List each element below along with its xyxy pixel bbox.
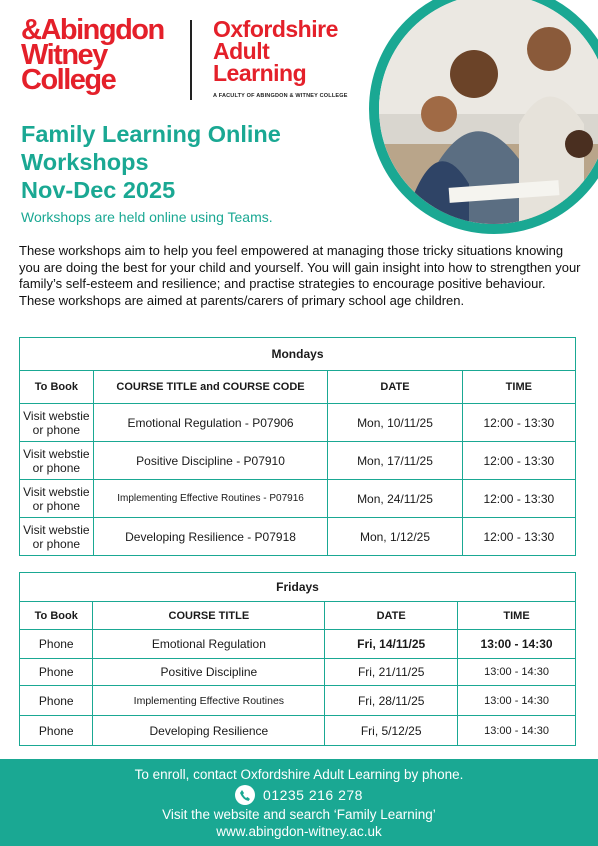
table-row	[20, 686, 576, 716]
table-row	[20, 518, 576, 556]
book-cell: Visit webstie or phone	[20, 404, 94, 442]
time-cell: 12:00 - 13:30	[462, 442, 575, 480]
awc-logo-line: &Abingdon	[21, 14, 164, 46]
oal-logo-line: Learning	[213, 60, 307, 86]
date-cell: Mon, 10/11/25	[328, 404, 462, 442]
phone-icon	[235, 785, 255, 805]
column-header: TIME	[458, 602, 576, 630]
date-cell: Mon, 1/12/25	[328, 518, 462, 556]
intro-paragraph: These workshops aim to help you feel empowered at managing those tricky situations knowing you are doing the best for your child and yourself. You will gain insight into how to strengthen your family’s self-esteem and resilience; and practise strategies to encourage positive behaviour. These workshops are aimed at parents/carers of primary school age children.	[19, 243, 581, 308]
book-cell: Visit webstie or phone	[20, 480, 94, 518]
time-cell: 13:00 - 14:30	[458, 630, 576, 659]
mondays-table	[19, 337, 576, 556]
column-header: DATE	[328, 371, 462, 404]
column-header: COURSE TITLE and COURSE CODE	[93, 371, 328, 404]
table-row	[20, 630, 576, 659]
table-caption: Mondays	[20, 338, 576, 371]
time-cell: 12:00 - 13:30	[462, 480, 575, 518]
column-header: To Book	[20, 371, 94, 404]
title-line: Workshops	[21, 149, 149, 175]
table-row	[20, 442, 576, 480]
course-cell: Emotional Regulation	[93, 630, 325, 659]
footer-banner	[0, 759, 598, 846]
time-cell: 12:00 - 13:30	[462, 518, 575, 556]
time-cell: 12:00 - 13:30	[462, 404, 575, 442]
course-cell: Emotional Regulation - P07906	[93, 404, 328, 442]
page-title	[21, 120, 281, 204]
family-photo	[369, 0, 598, 234]
course-cell: Developing Resilience	[93, 716, 325, 746]
page-subtitle: Workshops are held online using Teams.	[21, 209, 273, 225]
awc-logo-line: College	[21, 64, 116, 96]
course-cell: Positive Discipline - P07910	[93, 442, 328, 480]
website-link[interactable]: www.abingdon-witney.ac.uk	[216, 824, 382, 839]
awc-logo-line: Witney	[21, 39, 107, 71]
course-cell: Implementing Effective Routines - P07916	[93, 480, 328, 518]
course-cell: Implementing Effective Routines	[93, 686, 325, 716]
title-line: Family Learning Online	[21, 121, 281, 147]
column-header: TIME	[462, 371, 575, 404]
footer-phone-row	[0, 785, 598, 808]
book-cell: Phone	[20, 686, 93, 716]
oxfordshire-adult-learning-logo	[213, 18, 338, 84]
time-cell: 13:00 - 14:30	[458, 716, 576, 746]
table-row	[20, 716, 576, 746]
column-header: To Book	[20, 602, 93, 630]
column-header: DATE	[325, 602, 458, 630]
title-line: Nov-Dec 2025	[21, 177, 176, 203]
book-cell: Visit webstie or phone	[20, 442, 94, 480]
table-caption: Fridays	[20, 573, 576, 602]
date-cell: Fri, 14/11/25	[325, 630, 458, 659]
logo-subtitle: A FACULTY OF ABINGDON & WITNEY COLLEGE	[213, 93, 348, 99]
time-cell: 13:00 - 14:30	[458, 659, 576, 686]
table-row	[20, 404, 576, 442]
date-cell: Mon, 24/11/25	[328, 480, 462, 518]
book-cell: Phone	[20, 630, 93, 659]
abingdon-witney-logo	[21, 14, 164, 96]
oal-logo-line: Oxfordshire	[213, 16, 338, 42]
date-cell: Fri, 21/11/25	[325, 659, 458, 686]
logo-divider	[190, 20, 192, 100]
table-row	[20, 659, 576, 686]
table-row	[20, 480, 576, 518]
oal-logo-line: Adult	[213, 38, 270, 64]
column-header: COURSE TITLE	[93, 602, 325, 630]
fridays-table	[19, 572, 576, 746]
date-cell: Mon, 17/11/25	[328, 442, 462, 480]
course-cell: Positive Discipline	[93, 659, 325, 686]
footer-enroll-text: To enroll, contact Oxfordshire Adult Learning by phone.	[134, 767, 464, 782]
book-cell: Phone	[20, 716, 93, 746]
course-cell: Developing Resilience - P07918	[93, 518, 328, 556]
date-cell: Fri, 5/12/25	[325, 716, 458, 746]
time-cell: 13:00 - 14:30	[458, 686, 576, 716]
date-cell: Fri, 28/11/25	[325, 686, 458, 716]
book-cell: Visit webstie or phone	[20, 518, 94, 556]
book-cell: Phone	[20, 659, 93, 686]
footer-search-text: Visit the website and search ‘Family Learning’	[162, 807, 436, 822]
phone-number[interactable]: 01235 216 278	[263, 787, 363, 803]
